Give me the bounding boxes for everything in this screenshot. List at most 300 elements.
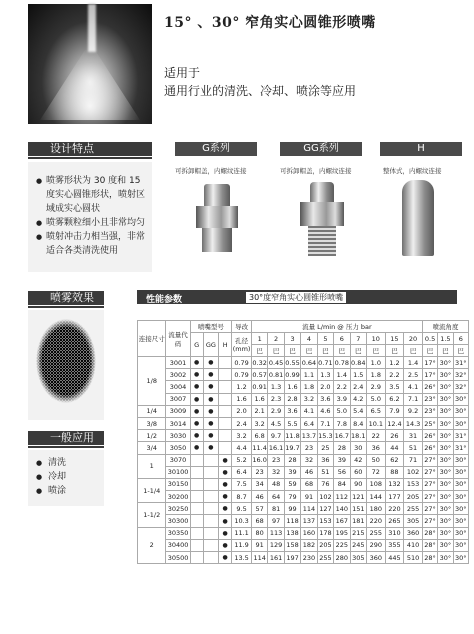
flow-value-cell: 113: [268, 527, 284, 539]
flow-value-cell: 81: [268, 503, 284, 515]
orifice-cell: 11.1: [232, 527, 252, 539]
flow-value-cell: 0.71: [317, 357, 333, 369]
col-pressure: 15: [385, 333, 404, 345]
col-pressure: 6: [334, 333, 350, 345]
flow-value-cell: 181: [350, 515, 366, 527]
h-series-caption: 整体式，内螺纹连接: [383, 167, 442, 175]
flow-value-cell: 1.2: [385, 357, 404, 369]
col-flow-group: 流量 L/min @ 压力 bar: [251, 321, 422, 333]
flow-value-cell: 6.5: [367, 405, 386, 417]
h-mark-cell: ●: [219, 527, 232, 539]
flow-value-cell: 50: [367, 454, 386, 466]
design-item: ● 喷雾颗粒细小且非常均匀: [36, 216, 146, 230]
g-nozzle-image: [196, 184, 238, 254]
orifice-cell: 0.79: [232, 369, 252, 381]
flow-value-cell: 1.8: [301, 381, 317, 393]
flow-value-cell: 30: [350, 442, 366, 454]
flow-value-cell: 91: [301, 491, 317, 503]
flow-value-cell: 46: [251, 491, 267, 503]
flow-value-cell: 59: [284, 478, 300, 490]
flow-value-cell: 178: [317, 527, 333, 539]
flow-value-cell: 4.6: [317, 405, 333, 417]
design-item: ● 喷雾形状为 30 度和 15 度实心圆锥形状，喷射区域成实心圆状: [36, 174, 146, 216]
angle-value-cell: 30°: [438, 503, 453, 515]
h-mark-cell: ●: [219, 503, 232, 515]
flow-value-cell: 36: [317, 454, 333, 466]
flow-value-cell: 310: [385, 527, 404, 539]
tab-g-series: G系列: [175, 142, 257, 156]
general-app-item: ● 冷却: [36, 470, 104, 484]
flow-value-cell: 0.84: [350, 357, 366, 369]
table-row: [138, 381, 469, 393]
flow-value-cell: 2.0: [317, 381, 333, 393]
h-mark-cell: ●: [219, 552, 232, 564]
flow-value-cell: 360: [404, 527, 423, 539]
flow-value-cell: 108: [367, 478, 386, 490]
flow-value-cell: 127: [317, 503, 333, 515]
flow-value-cell: 2.2: [385, 369, 404, 381]
unit: 巴: [350, 345, 366, 357]
flow-value-cell: 22: [367, 430, 386, 442]
flow-value-cell: 23: [251, 466, 267, 478]
angle-value-cell: 30°: [438, 552, 453, 564]
unit: 巴: [317, 345, 333, 357]
flow-value-cell: 245: [350, 539, 366, 551]
table-row: [138, 539, 469, 551]
tab-gg-series: GG系列: [280, 142, 362, 156]
g-mark-cell: [190, 527, 203, 539]
angle-value-cell: 30°: [453, 515, 468, 527]
flow-value-cell: 16.1: [268, 442, 284, 454]
angle-value-cell: 23°: [422, 393, 437, 405]
unit: 巴: [284, 345, 300, 357]
gg-mark-cell: ●: [203, 417, 218, 429]
conn-size-cell: 1-1/2: [138, 503, 166, 527]
flow-value-cell: 32: [301, 454, 317, 466]
table-row: [138, 491, 469, 503]
flow-value-cell: 79: [284, 491, 300, 503]
angle-value-cell: 17°: [422, 357, 437, 369]
spray-cone: [40, 50, 140, 120]
spray-stream: [88, 4, 96, 52]
flow-value-cell: 5.0: [334, 405, 350, 417]
angle-value-cell: 30°: [453, 478, 468, 490]
flow-value-cell: 91: [251, 539, 267, 551]
angle-value-cell: 30°: [438, 405, 453, 417]
table-row: [138, 515, 469, 527]
gg-mark-cell: [203, 466, 218, 478]
page-title: 15° 、30° 窄角实心圆锥形喷嘴: [164, 15, 376, 31]
angle-value-cell: 30°: [438, 515, 453, 527]
h-mark-cell: [219, 442, 232, 454]
flow-value-cell: 197: [284, 552, 300, 564]
table-row: [138, 369, 469, 381]
angle-value-cell: 27°: [422, 491, 437, 503]
flow-value-cell: 1.3: [268, 381, 284, 393]
gg-mark-cell: ●: [203, 430, 218, 442]
flow-code-cell: 30350: [166, 527, 190, 539]
flow-value-cell: 3.6: [284, 405, 300, 417]
flow-value-cell: 3.2: [251, 417, 267, 429]
angle-value-cell: 17°: [422, 369, 437, 381]
flow-value-cell: 6.2: [385, 393, 404, 405]
flow-value-cell: 151: [350, 503, 366, 515]
flow-value-cell: 2.2: [334, 381, 350, 393]
g-mark-cell: ●: [190, 393, 203, 405]
flow-value-cell: 56: [334, 466, 350, 478]
general-app-list: [28, 450, 104, 506]
flow-value-cell: 16.0: [251, 454, 267, 466]
orifice-cell: 3.2: [232, 430, 252, 442]
flow-value-cell: 215: [350, 527, 366, 539]
flow-value-cell: 118: [284, 515, 300, 527]
flow-value-cell: 68: [301, 478, 317, 490]
spray-effect-header: 喷雾效果: [28, 291, 104, 305]
col-pressure: 10: [367, 333, 386, 345]
flow-value-cell: 12.4: [385, 417, 404, 429]
angle-value-cell: 30°: [438, 393, 453, 405]
flow-value-cell: 14.3: [404, 417, 423, 429]
angle-value-cell: 27°: [422, 466, 437, 478]
angle-value-cell: 30°: [453, 539, 468, 551]
angle-value-cell: 30°: [438, 491, 453, 503]
conn-size-cell: 3/8: [138, 417, 166, 429]
flow-value-cell: 3.2: [301, 393, 317, 405]
gg-mark-cell: ●: [203, 442, 218, 454]
spray-effect-image: [28, 310, 104, 420]
col-pressure: 20: [404, 333, 423, 345]
flow-value-cell: 1.6: [284, 381, 300, 393]
flow-value-cell: 11.4: [251, 442, 267, 454]
flow-value-cell: 2.4: [350, 381, 366, 393]
flow-value-cell: 225: [334, 539, 350, 551]
angle-value-cell: 30°: [438, 478, 453, 490]
g-mark-cell: [190, 466, 203, 478]
flow-code-cell: 30300: [166, 515, 190, 527]
unit: 巴: [438, 345, 453, 357]
table-row: [138, 405, 469, 417]
flow-value-cell: 137: [301, 515, 317, 527]
flow-value-cell: 153: [317, 515, 333, 527]
conn-size-cell: 3/4: [138, 442, 166, 454]
flow-value-cell: 305: [404, 515, 423, 527]
orifice-cell: 5.2: [232, 454, 252, 466]
flow-value-cell: 160: [301, 527, 317, 539]
flow-value-cell: 90: [350, 478, 366, 490]
flow-value-cell: 88: [385, 466, 404, 478]
angle-value-cell: 31°: [453, 357, 468, 369]
unit: 巴: [301, 345, 317, 357]
flow-value-cell: 7.1: [404, 393, 423, 405]
flow-value-cell: 64: [268, 491, 284, 503]
g-mark-cell: [190, 503, 203, 515]
unit: 巴: [422, 345, 437, 357]
flow-value-cell: 510: [404, 552, 423, 564]
tab-h-series: H: [380, 142, 462, 156]
flow-value-cell: 1.4: [404, 357, 423, 369]
flow-value-cell: 39: [334, 454, 350, 466]
angle-value-cell: 30°: [453, 417, 468, 429]
unit: 巴: [268, 345, 284, 357]
flow-value-cell: 76: [317, 478, 333, 490]
angle-value-cell: 27°: [422, 515, 437, 527]
angle-value-cell: 30°: [438, 369, 453, 381]
g-mark-cell: ●: [190, 430, 203, 442]
col-pressure: 5: [317, 333, 333, 345]
angle-value-cell: 30°: [453, 552, 468, 564]
flow-value-cell: 7.1: [317, 417, 333, 429]
flow-value-cell: 102: [404, 466, 423, 478]
spec-table: [137, 320, 469, 564]
table-row: [138, 417, 469, 429]
unit: 巴: [453, 345, 468, 357]
application-desc: 通用行业的清洗、冷却、喷涂等应用: [164, 84, 357, 98]
design-item: ● 喷射冲击力相当强，非常适合各类清洗使用: [36, 230, 146, 258]
orifice-cell: 10.3: [232, 515, 252, 527]
flow-value-cell: 265: [385, 515, 404, 527]
flow-value-cell: 102: [317, 491, 333, 503]
flow-value-cell: 112: [334, 491, 350, 503]
gg-mark-cell: ●: [203, 369, 218, 381]
h-mark-cell: [219, 381, 232, 393]
flow-value-cell: 57: [251, 503, 267, 515]
flow-value-cell: 205: [404, 491, 423, 503]
flow-value-cell: 51: [317, 466, 333, 478]
flow-value-cell: 3.5: [385, 381, 404, 393]
flow-value-cell: 2.9: [367, 381, 386, 393]
flow-code-cell: 30150: [166, 478, 190, 490]
flow-value-cell: 255: [367, 527, 386, 539]
gg-series-caption: 可拆卸帽盖，内螺纹连接: [280, 167, 352, 175]
table-row: [138, 478, 469, 490]
flow-value-cell: 0.64: [301, 357, 317, 369]
gg-mark-cell: [203, 552, 218, 564]
flow-value-cell: 0.78: [334, 357, 350, 369]
h-mark-cell: ●: [219, 491, 232, 503]
angle-value-cell: 28°: [422, 539, 437, 551]
flow-value-cell: 4.1: [301, 405, 317, 417]
flow-value-cell: 167: [334, 515, 350, 527]
col-pressure: 3: [284, 333, 300, 345]
flow-value-cell: 15.3: [317, 430, 333, 442]
flow-value-cell: 18.1: [350, 430, 366, 442]
gg-mark-cell: [203, 527, 218, 539]
g-mark-cell: [190, 515, 203, 527]
flow-value-cell: 121: [350, 491, 366, 503]
unit: 巴: [404, 345, 423, 357]
general-app-item: ● 清洗: [36, 456, 104, 470]
h-mark-cell: [219, 430, 232, 442]
col-pressure: 1: [251, 333, 267, 345]
flow-value-cell: 153: [404, 478, 423, 490]
angle-value-cell: 31°: [453, 442, 468, 454]
h-mark-cell: ●: [219, 466, 232, 478]
flow-value-cell: 13.7: [301, 430, 317, 442]
flow-code-cell: 30100: [166, 466, 190, 478]
flow-value-cell: 290: [367, 539, 386, 551]
flow-value-cell: 23: [268, 454, 284, 466]
flow-value-cell: 114: [251, 552, 267, 564]
angle-value-cell: 30°: [453, 527, 468, 539]
flow-value-cell: 9.2: [404, 405, 423, 417]
flow-value-cell: 16.7: [334, 430, 350, 442]
flow-value-cell: 31: [404, 430, 423, 442]
angle-value-cell: 32°: [453, 381, 468, 393]
angle-value-cell: 27°: [422, 478, 437, 490]
flow-value-cell: 6.8: [251, 430, 267, 442]
g-mark-cell: [190, 491, 203, 503]
flow-value-cell: 138: [284, 527, 300, 539]
flow-value-cell: 114: [301, 503, 317, 515]
flow-value-cell: 205: [317, 539, 333, 551]
conn-size-cell: 1-1/4: [138, 478, 166, 502]
general-app-header: 一般应用: [28, 431, 104, 445]
flow-code-cell: 3050: [166, 442, 190, 454]
flow-value-cell: 182: [301, 539, 317, 551]
angle-value-cell: 30°: [438, 539, 453, 551]
flow-code-cell: 3007: [166, 393, 190, 405]
flow-value-cell: 1.0: [367, 357, 386, 369]
h-mark-cell: [219, 369, 232, 381]
flow-value-cell: 23: [301, 442, 317, 454]
table-row: [138, 357, 469, 369]
col-pressure: 2: [268, 333, 284, 345]
flow-value-cell: 0.91: [251, 381, 267, 393]
flow-value-cell: 60: [350, 466, 366, 478]
flow-value-cell: 1.4: [334, 369, 350, 381]
orifice-cell: 11.9: [232, 539, 252, 551]
flow-value-cell: 1.3: [317, 369, 333, 381]
flow-value-cell: 355: [385, 539, 404, 551]
orifice-cell: 0.79: [232, 357, 252, 369]
flow-value-cell: 0.55: [284, 357, 300, 369]
orifice-cell: 2.4: [232, 417, 252, 429]
angle-value-cell: 30°: [438, 454, 453, 466]
spray-pattern: [34, 316, 98, 406]
table-row: [138, 527, 469, 539]
flow-value-cell: 0.99: [284, 369, 300, 381]
design-features: [28, 162, 152, 272]
flow-value-cell: 0.32: [251, 357, 267, 369]
unit: 巴: [251, 345, 267, 357]
gg-mark-cell: [203, 454, 218, 466]
orifice-cell: 9.5: [232, 503, 252, 515]
angle-value-cell: 30°: [453, 466, 468, 478]
h-mark-cell: ●: [219, 515, 232, 527]
flow-value-cell: 62: [385, 454, 404, 466]
gg-mark-cell: ●: [203, 405, 218, 417]
angle-value-cell: 26°: [422, 442, 437, 454]
flow-value-cell: 220: [385, 503, 404, 515]
flow-value-cell: 28: [334, 442, 350, 454]
flow-value-cell: 4.2: [350, 393, 366, 405]
orifice-cell: 1.6: [232, 393, 252, 405]
g-mark-cell: ●: [190, 405, 203, 417]
flow-value-cell: 180: [367, 503, 386, 515]
flow-value-cell: 8.4: [350, 417, 366, 429]
flow-code-cell: 3070: [166, 454, 190, 466]
table-row: [138, 552, 469, 564]
col-pressure: 4: [301, 333, 317, 345]
flow-value-cell: 305: [350, 552, 366, 564]
flow-value-cell: 144: [367, 491, 386, 503]
flow-value-cell: 255: [317, 552, 333, 564]
flow-value-cell: 68: [251, 515, 267, 527]
unit: 巴: [367, 345, 386, 357]
flow-value-cell: 5.0: [367, 393, 386, 405]
conn-size-cell: 2: [138, 527, 166, 564]
flow-value-cell: 71: [404, 454, 423, 466]
flow-value-cell: 2.1: [251, 405, 267, 417]
angle-value-cell: 30°: [438, 417, 453, 429]
col-flow-code: 流量代码: [166, 321, 190, 357]
flow-value-cell: 7.8: [334, 417, 350, 429]
flow-value-cell: 36: [367, 442, 386, 454]
flow-value-cell: 19.7: [284, 442, 300, 454]
g-mark-cell: [190, 539, 203, 551]
orifice-cell: 13.5: [232, 552, 252, 564]
flow-value-cell: 51: [404, 442, 423, 454]
table-left-label: 性能参数: [146, 295, 183, 305]
angle-value-cell: 30°: [438, 527, 453, 539]
angle-value-cell: 27°: [422, 454, 437, 466]
flow-value-cell: 220: [367, 515, 386, 527]
flow-value-cell: 48: [268, 478, 284, 490]
flow-value-cell: 2.5: [404, 369, 423, 381]
col-h: H: [219, 333, 232, 357]
col-nozzle-type: 喷嘴型号: [190, 321, 232, 333]
col-orifice-top: 导改: [232, 321, 252, 333]
flow-code-cell: 30500: [166, 552, 190, 564]
gg-mark-cell: ●: [203, 381, 218, 393]
flow-value-cell: 0.45: [268, 357, 284, 369]
flow-value-cell: 99: [284, 503, 300, 515]
flow-value-cell: 161: [268, 552, 284, 564]
col-angle-pressure: 6: [453, 333, 468, 345]
orifice-cell: 1.2: [232, 381, 252, 393]
flow-value-cell: 0.57: [251, 369, 267, 381]
angle-value-cell: 30°: [453, 405, 468, 417]
flow-value-cell: 28: [284, 454, 300, 466]
unit: 巴: [385, 345, 404, 357]
conn-size-cell: 1/4: [138, 405, 166, 417]
flow-value-cell: 5.4: [350, 405, 366, 417]
flow-value-cell: 80: [251, 527, 267, 539]
g-mark-cell: ●: [190, 357, 203, 369]
flow-code-cell: 30200: [166, 491, 190, 503]
flow-value-cell: 0.81: [268, 369, 284, 381]
flow-value-cell: 32: [268, 466, 284, 478]
gg-mark-cell: [203, 478, 218, 490]
g-series-caption: 可拆卸帽盖，内螺纹连接: [175, 167, 247, 175]
flow-value-cell: 177: [385, 491, 404, 503]
angle-value-cell: 28°: [422, 552, 437, 564]
orifice-cell: 7.5: [232, 478, 252, 490]
h-mark-cell: ●: [219, 454, 232, 466]
orifice-cell: 2.0: [232, 405, 252, 417]
angle-value-cell: 30°: [438, 430, 453, 442]
col-angle-pressure: 1.5: [438, 333, 453, 345]
flow-value-cell: 158: [284, 539, 300, 551]
flow-value-cell: 11.8: [284, 430, 300, 442]
gg-mark-cell: ●: [203, 357, 218, 369]
flow-value-cell: 1.6: [251, 393, 267, 405]
flow-value-cell: 445: [385, 552, 404, 564]
g-mark-cell: [190, 478, 203, 490]
col-angle-pressure: 0.5: [422, 333, 437, 345]
table-row: [138, 393, 469, 405]
g-mark-cell: ●: [190, 381, 203, 393]
